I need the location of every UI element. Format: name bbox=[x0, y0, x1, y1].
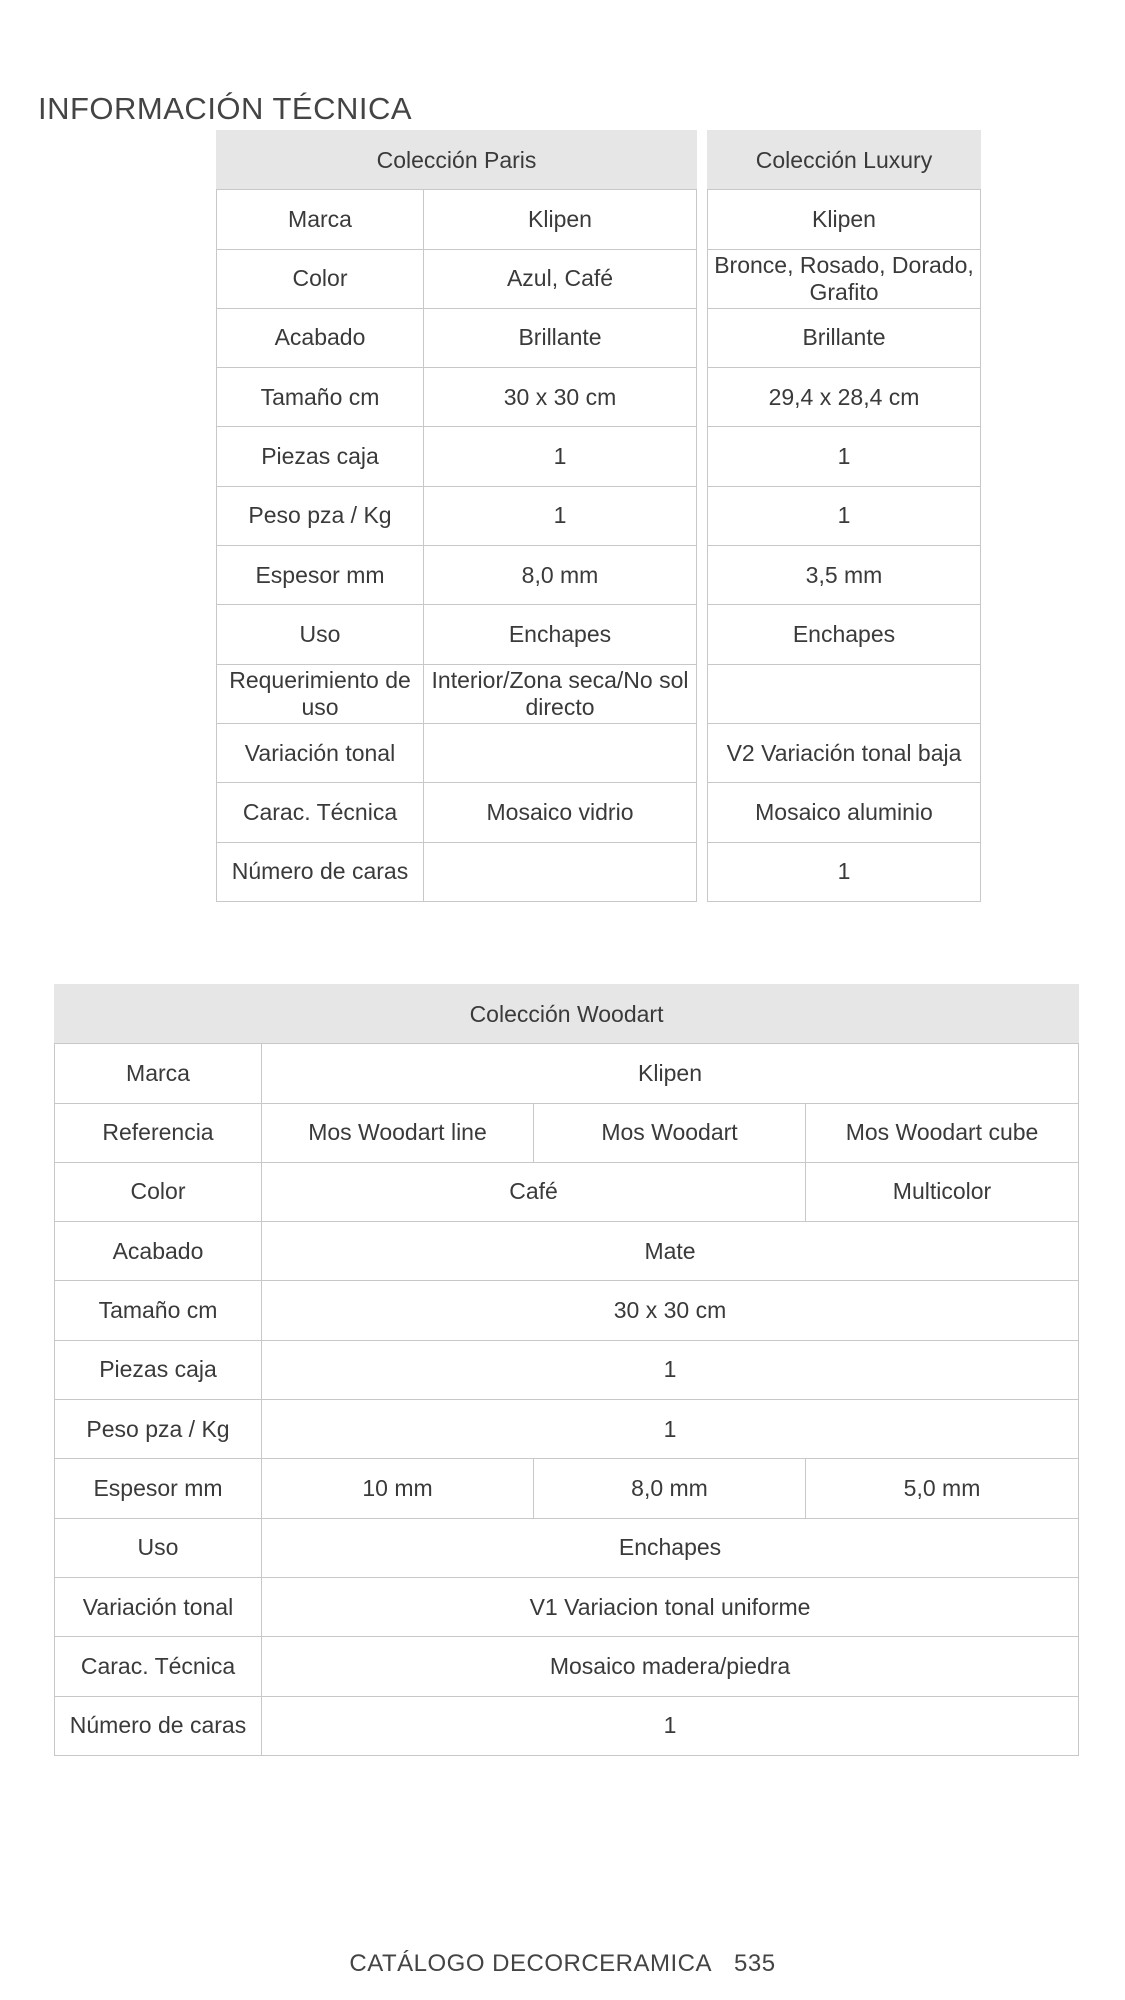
row-label: Referencia bbox=[55, 1103, 262, 1162]
table-row bbox=[217, 664, 697, 723]
table-row bbox=[708, 605, 981, 664]
row-label: Espesor mm bbox=[217, 546, 424, 605]
table-row bbox=[708, 308, 981, 367]
table-row bbox=[55, 1637, 1079, 1696]
row-value: Mosaico aluminio bbox=[708, 783, 981, 842]
row-value: 5,0 mm bbox=[806, 1459, 1079, 1518]
table-row bbox=[217, 486, 697, 545]
row-label: Piezas caja bbox=[217, 427, 424, 486]
row-label: Acabado bbox=[217, 308, 424, 367]
table-row bbox=[708, 249, 981, 308]
woodart-heading: Colección Woodart bbox=[55, 985, 1079, 1044]
paris-heading: Colección Paris bbox=[217, 131, 697, 190]
table-row bbox=[217, 190, 697, 249]
row-value: 1 bbox=[424, 486, 697, 545]
table-row bbox=[217, 783, 697, 842]
row-label: Color bbox=[55, 1162, 262, 1221]
table-row bbox=[708, 664, 981, 723]
row-label: Peso pza / Kg bbox=[55, 1400, 262, 1459]
table-row bbox=[708, 842, 981, 901]
row-value: 1 bbox=[424, 427, 697, 486]
table-row bbox=[55, 1281, 1079, 1340]
row-value: 1 bbox=[708, 842, 981, 901]
row-value: Multicolor bbox=[806, 1162, 1079, 1221]
table-row bbox=[708, 486, 981, 545]
row-label: Variación tonal bbox=[55, 1577, 262, 1636]
table-row bbox=[217, 368, 697, 427]
row-value: Mate bbox=[262, 1222, 1079, 1281]
table-row bbox=[217, 546, 697, 605]
table-row bbox=[217, 723, 697, 782]
row-value: 30 x 30 cm bbox=[424, 368, 697, 427]
table-row bbox=[217, 308, 697, 367]
table-row bbox=[55, 1162, 1079, 1221]
table-row bbox=[217, 605, 697, 664]
table-row bbox=[708, 427, 981, 486]
table-row bbox=[55, 1222, 1079, 1281]
row-value: 1 bbox=[262, 1340, 1079, 1399]
row-value: Mosaico madera/piedra bbox=[262, 1637, 1079, 1696]
row-label: Color bbox=[217, 249, 424, 308]
table-row bbox=[55, 1400, 1079, 1459]
table-row bbox=[708, 190, 981, 249]
row-value: 3,5 mm bbox=[708, 546, 981, 605]
table-row bbox=[217, 842, 697, 901]
woodart-table bbox=[54, 984, 1079, 1756]
table-row bbox=[708, 783, 981, 842]
row-value: Interior/Zona seca/No sol directo bbox=[424, 664, 697, 723]
table-row bbox=[55, 1696, 1079, 1755]
row-label: Requerimiento de uso bbox=[217, 664, 424, 723]
row-value: Mosaico vidrio bbox=[424, 783, 697, 842]
row-label: Tamaño cm bbox=[217, 368, 424, 427]
table-row bbox=[708, 368, 981, 427]
row-label: Uso bbox=[217, 605, 424, 664]
row-value: V1 Variacion tonal uniforme bbox=[262, 1577, 1079, 1636]
row-label: Marca bbox=[217, 190, 424, 249]
row-value: Mos Woodart bbox=[534, 1103, 806, 1162]
page-title: INFORMACIÓN TÉCNICA bbox=[38, 90, 413, 126]
row-value: 8,0 mm bbox=[424, 546, 697, 605]
row-value: 1 bbox=[262, 1696, 1079, 1755]
row-value: Enchapes bbox=[708, 605, 981, 664]
row-value: 8,0 mm bbox=[534, 1459, 806, 1518]
row-value bbox=[424, 723, 697, 782]
row-value: Brillante bbox=[708, 308, 981, 367]
row-value: 29,4 x 28,4 cm bbox=[708, 368, 981, 427]
row-label: Piezas caja bbox=[55, 1340, 262, 1399]
row-value bbox=[708, 664, 981, 723]
table-row bbox=[55, 1044, 1079, 1103]
row-label: Uso bbox=[55, 1518, 262, 1577]
row-value: Mos Woodart cube bbox=[806, 1103, 1079, 1162]
row-label: Tamaño cm bbox=[55, 1281, 262, 1340]
table-row bbox=[217, 249, 697, 308]
luxury-table bbox=[707, 130, 981, 902]
table-row bbox=[55, 1459, 1079, 1518]
table-row bbox=[55, 1577, 1079, 1636]
row-value: Café bbox=[262, 1162, 806, 1221]
table-row bbox=[55, 1103, 1079, 1162]
row-value: 10 mm bbox=[262, 1459, 534, 1518]
row-value: Klipen bbox=[708, 190, 981, 249]
row-value bbox=[424, 842, 697, 901]
row-value: Azul, Café bbox=[424, 249, 697, 308]
row-value: V2 Variación tonal baja bbox=[708, 723, 981, 782]
row-value: 30 x 30 cm bbox=[262, 1281, 1079, 1340]
row-label: Carac. Técnica bbox=[55, 1637, 262, 1696]
row-label: Acabado bbox=[55, 1222, 262, 1281]
row-value: 1 bbox=[262, 1400, 1079, 1459]
row-label: Variación tonal bbox=[217, 723, 424, 782]
row-value: Enchapes bbox=[424, 605, 697, 664]
row-value: 1 bbox=[708, 427, 981, 486]
table-row bbox=[708, 546, 981, 605]
table-row bbox=[217, 427, 697, 486]
page-footer bbox=[0, 1950, 1125, 1978]
row-value: Mos Woodart line bbox=[262, 1103, 534, 1162]
table-row bbox=[55, 1340, 1079, 1399]
row-value: Brillante bbox=[424, 308, 697, 367]
row-label: Número de caras bbox=[55, 1696, 262, 1755]
table-row bbox=[708, 723, 981, 782]
row-label: Número de caras bbox=[217, 842, 424, 901]
row-value: Bronce, Rosado, Dorado, Grafito bbox=[708, 249, 981, 308]
row-label: Peso pza / Kg bbox=[217, 486, 424, 545]
row-label: Carac. Técnica bbox=[217, 783, 424, 842]
catalog-name: CATÁLOGO DECORCERAMICA bbox=[349, 1950, 713, 1977]
row-value: 1 bbox=[708, 486, 981, 545]
table-row bbox=[55, 1518, 1079, 1577]
row-value: Klipen bbox=[424, 190, 697, 249]
paris-table bbox=[216, 130, 697, 902]
row-label: Espesor mm bbox=[55, 1459, 262, 1518]
luxury-heading: Colección Luxury bbox=[708, 131, 981, 190]
row-label: Marca bbox=[55, 1044, 262, 1103]
page-number: 535 bbox=[734, 1950, 776, 1977]
row-value: Enchapes bbox=[262, 1518, 1079, 1577]
row-value: Klipen bbox=[262, 1044, 1079, 1103]
